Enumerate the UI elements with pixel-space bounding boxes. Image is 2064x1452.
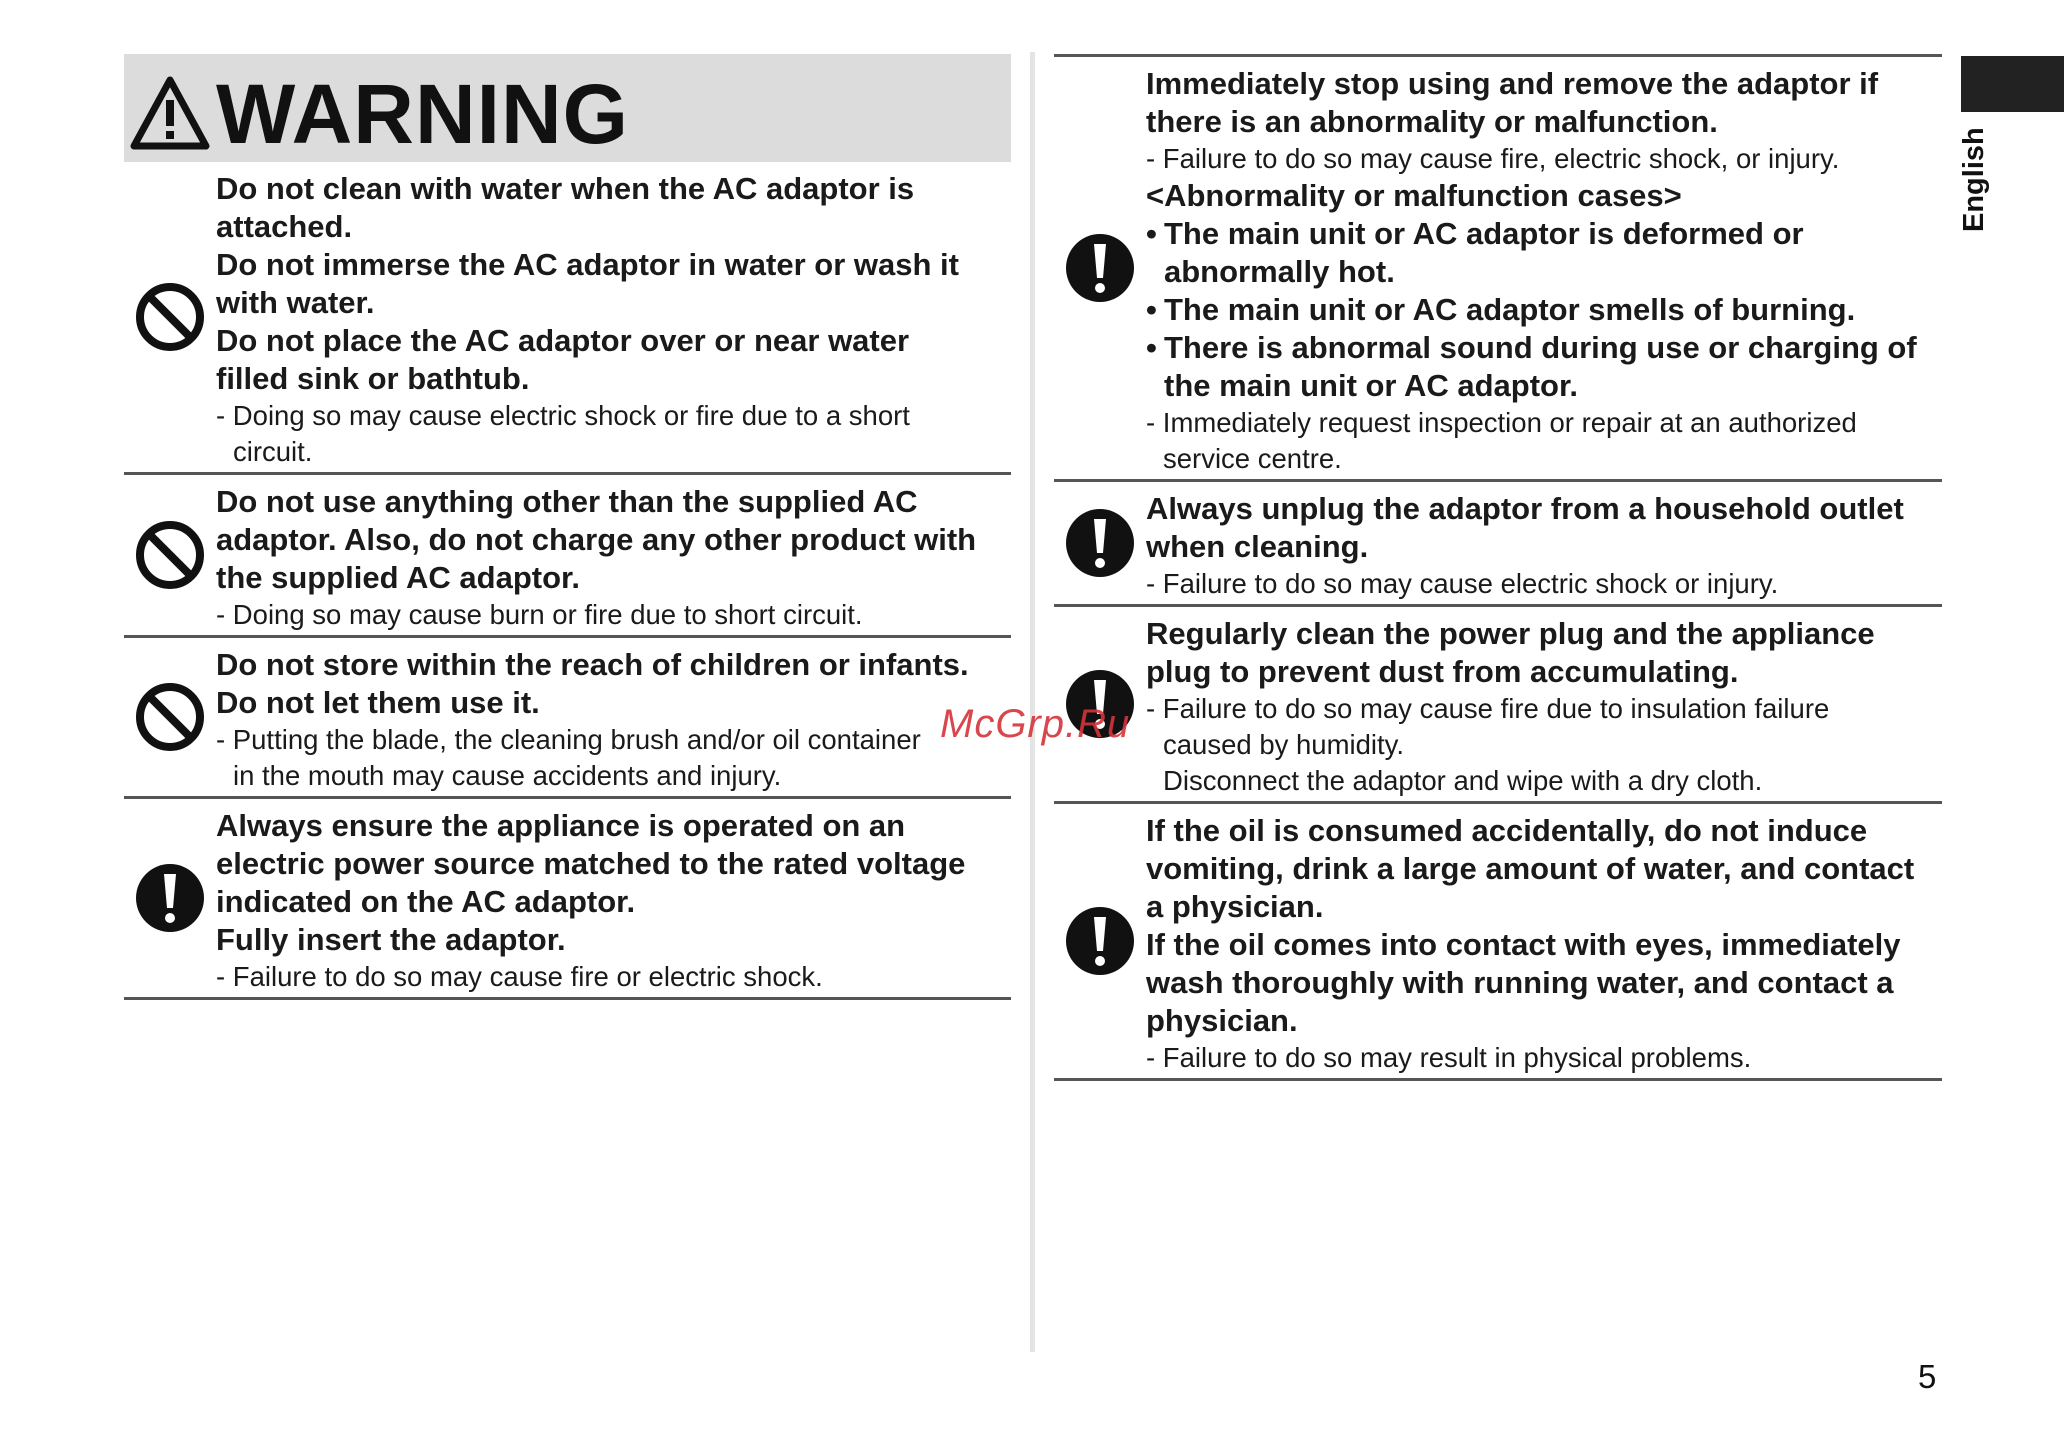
warning-item bbox=[1054, 57, 1942, 482]
item-text: Always ensure the appliance is operated on an bbox=[216, 808, 906, 843]
item-text: Fully insert the adaptor. bbox=[216, 922, 566, 957]
item-text: If the oil comes into contact with eyes, immediately bbox=[1146, 927, 1901, 962]
item-note: - Failure to do so may cause fire due to insulation failure bbox=[1146, 693, 1830, 724]
item-text: Do not clean with water when the AC adaptor is bbox=[216, 171, 915, 206]
warning-item bbox=[124, 162, 1011, 475]
bullet-item bbox=[1146, 291, 1936, 329]
item-note: - Failure to do so may cause fire, electric shock, or injury. bbox=[1146, 143, 1840, 174]
page-number: 5 bbox=[1918, 1358, 1937, 1395]
item-note: in the mouth may cause accidents and injury. bbox=[233, 760, 782, 791]
item-text: Regularly clean the power plug and the appliance bbox=[1146, 616, 1875, 651]
item-text: filled sink or bathtub. bbox=[216, 361, 530, 396]
item-text: there is an abnormality or malfunction. bbox=[1146, 104, 1718, 139]
warning-item bbox=[124, 638, 1011, 799]
item-text: attached. bbox=[216, 209, 353, 244]
bullet-dot: • bbox=[1146, 330, 1157, 365]
bullet-dot: • bbox=[1146, 292, 1157, 327]
item-text: plug to prevent dust from accumulating. bbox=[1146, 654, 1739, 689]
warning-item bbox=[124, 799, 1011, 1000]
exclamation-icon bbox=[1064, 507, 1136, 579]
item-text: the supplied AC adaptor. bbox=[216, 560, 580, 595]
item-text: Do not use anything other than the supplied AC bbox=[216, 484, 918, 519]
exclamation-icon bbox=[1064, 905, 1136, 977]
bullet-dot: • bbox=[1146, 216, 1157, 251]
item-text: Do not store within the reach of children or infants. bbox=[216, 647, 969, 682]
item-text: There is abnormal sound during use or charging of bbox=[1164, 330, 1917, 365]
item-text: physician. bbox=[1146, 1003, 1298, 1038]
warning-item bbox=[1054, 482, 1942, 607]
bullet-item bbox=[1146, 215, 1936, 291]
item-text: Always unplug the adaptor from a household outlet bbox=[1146, 491, 1904, 526]
warning-triangle-icon bbox=[130, 76, 210, 150]
item-text: vomiting, drink a large amount of water, and contact bbox=[1146, 851, 1915, 886]
item-text: the main unit or AC adaptor. bbox=[1164, 368, 1578, 403]
item-note: caused by humidity. bbox=[1163, 729, 1405, 760]
item-subheading: <Abnormality or malfunction cases> bbox=[1146, 178, 1682, 213]
language-label: English bbox=[1958, 127, 1990, 232]
item-text: wash thoroughly with running water, and contact a bbox=[1146, 965, 1894, 1000]
prohibition-icon bbox=[134, 519, 206, 591]
item-note: Disconnect the adaptor and wipe with a dry cloth. bbox=[1163, 765, 1763, 796]
item-note: - Failure to do so may cause electric shock or injury. bbox=[1146, 568, 1779, 599]
item-note: circuit. bbox=[233, 436, 313, 467]
item-note: - Immediately request inspection or repair at an authorized bbox=[1146, 407, 1857, 438]
watermark: McGrp.Ru bbox=[940, 702, 1131, 746]
warning-header bbox=[124, 54, 1011, 162]
exclamation-icon bbox=[1064, 232, 1136, 304]
bullet-item bbox=[1146, 329, 1936, 405]
item-note: - Doing so may cause burn or fire due to short circuit. bbox=[216, 599, 863, 630]
language-tab-marker bbox=[1961, 56, 2064, 112]
warning-item bbox=[124, 475, 1011, 638]
item-text: Do not place the AC adaptor over or near water bbox=[216, 323, 910, 358]
item-note: - Doing so may cause electric shock or fire due to a short bbox=[216, 400, 910, 431]
item-text: If the oil is consumed accidentally, do not induce bbox=[1146, 813, 1868, 848]
item-text: Do not let them use it. bbox=[216, 685, 540, 720]
item-text: The main unit or AC adaptor smells of burning. bbox=[1164, 292, 1856, 327]
item-text: a physician. bbox=[1146, 889, 1324, 924]
item-text: with water. bbox=[216, 285, 375, 320]
left-column bbox=[124, 54, 1011, 1000]
prohibition-icon bbox=[134, 681, 206, 753]
item-note: service centre. bbox=[1163, 443, 1342, 474]
item-text: The main unit or AC adaptor is deformed or bbox=[1164, 216, 1804, 251]
item-text: adaptor. Also, do not charge any other product with bbox=[216, 522, 977, 557]
warning-item bbox=[1054, 607, 1942, 804]
item-text: electric power source matched to the rated voltage bbox=[216, 846, 966, 881]
item-note: - Failure to do so may result in physical problems. bbox=[1146, 1042, 1752, 1073]
exclamation-icon bbox=[134, 862, 206, 934]
item-text: Do not immerse the AC adaptor in water or wash it bbox=[216, 247, 959, 282]
item-note: - Putting the blade, the cleaning brush and/or oil container bbox=[216, 724, 921, 755]
right-column bbox=[1054, 54, 1942, 1081]
warning-title: WARNING bbox=[216, 67, 629, 161]
item-text: indicated on the AC adaptor. bbox=[216, 884, 636, 919]
item-text: abnormally hot. bbox=[1164, 254, 1395, 289]
prohibition-icon bbox=[134, 281, 206, 353]
item-note: - Failure to do so may cause fire or electric shock. bbox=[216, 961, 823, 992]
item-text: when cleaning. bbox=[1146, 529, 1369, 564]
warning-item bbox=[1054, 804, 1942, 1081]
item-text: Immediately stop using and remove the adaptor if bbox=[1146, 66, 1879, 101]
